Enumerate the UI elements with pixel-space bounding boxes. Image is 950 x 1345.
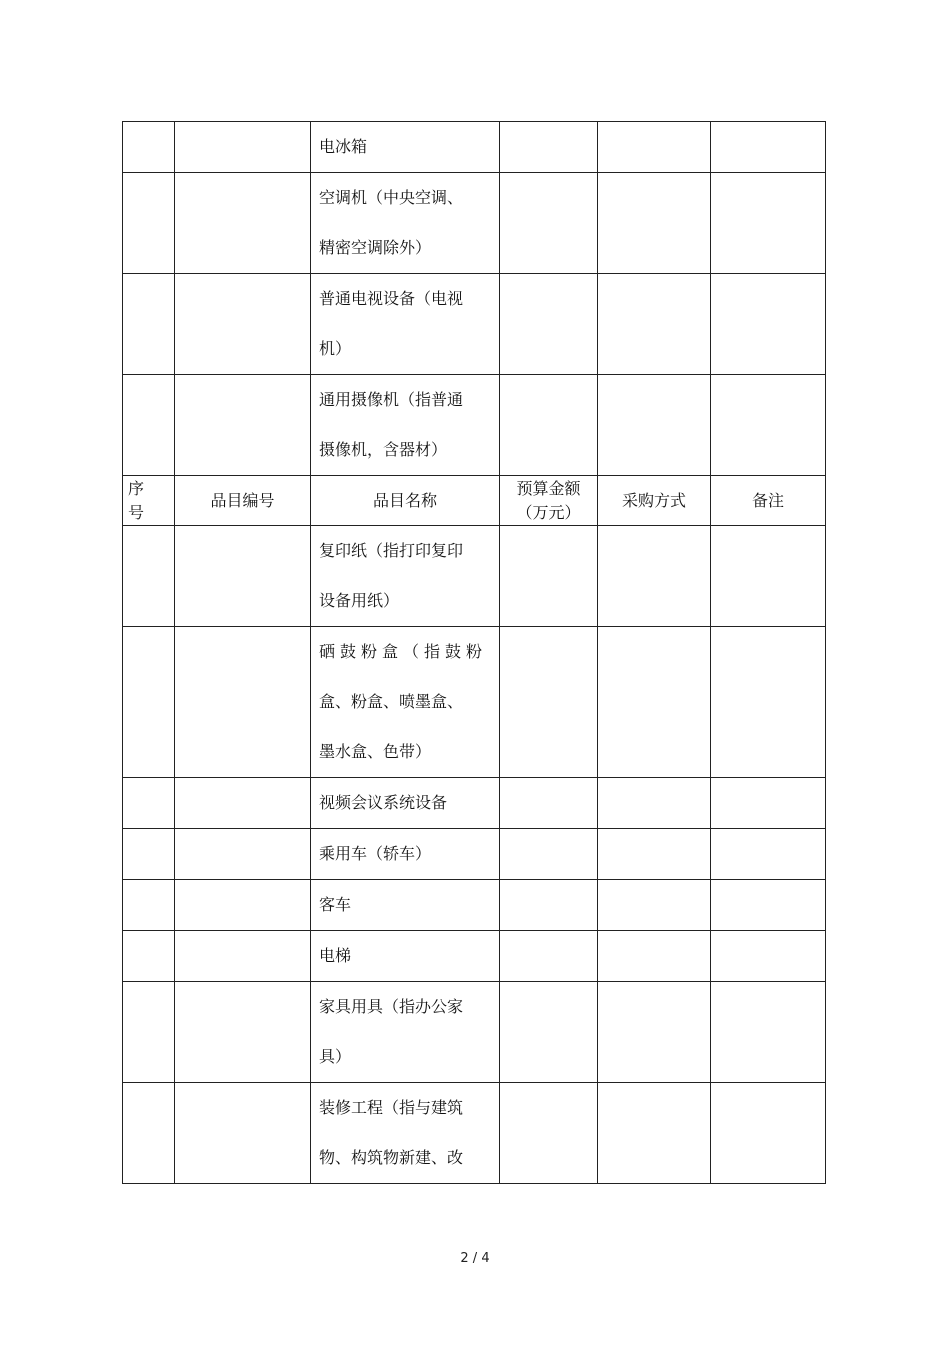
item-name-line: 普通电视设备（电视: [319, 289, 464, 308]
seq-cell: [123, 627, 175, 778]
budget-cell: [500, 627, 598, 778]
item-name-line: 具）: [319, 1047, 352, 1066]
table-row: [123, 274, 826, 375]
seq-cell: [123, 1083, 175, 1184]
method-cell: [598, 122, 711, 173]
table-row: [123, 829, 826, 880]
page-indicator: 2 / 4: [460, 1251, 490, 1266]
seq-cell: [123, 931, 175, 982]
code-cell: [175, 778, 311, 829]
note-cell: [711, 627, 826, 778]
item-name-cell: [311, 931, 500, 982]
item-name-line: 视频会议系统设备: [319, 793, 448, 812]
item-name-line: 复印纸（指打印复印: [319, 541, 464, 560]
table-row: [123, 627, 826, 778]
header-method: 采购方式: [598, 476, 711, 526]
seq-cell: [123, 778, 175, 829]
method-cell: [598, 778, 711, 829]
code-cell: [175, 931, 311, 982]
item-name-cell: [311, 627, 500, 778]
table-row: [123, 173, 826, 274]
item-name-line: 家具用具（指办公家: [319, 997, 464, 1016]
budget-cell: [500, 880, 598, 931]
budget-cell: [500, 375, 598, 476]
table-row: [123, 982, 826, 1083]
seq-cell: [123, 173, 175, 274]
item-name-line: 硒鼓粉盒（指鼓粉: [319, 642, 488, 661]
note-cell: [711, 1083, 826, 1184]
item-name-line: 通用摄像机（指普通: [319, 390, 464, 409]
item-name-cell: [311, 829, 500, 880]
item-name-line: 物、构筑物新建、改: [319, 1148, 464, 1167]
header-name: 品目名称: [311, 476, 500, 526]
item-name-line: 电梯: [319, 946, 352, 965]
item-name-cell: [311, 173, 500, 274]
note-cell: [711, 931, 826, 982]
seq-cell: [123, 375, 175, 476]
table-row: [123, 375, 826, 476]
procurement-table: [122, 121, 825, 1184]
item-name-cell: [311, 778, 500, 829]
method-cell: [598, 982, 711, 1083]
code-cell: [175, 526, 311, 627]
method-cell: [598, 274, 711, 375]
budget-cell: [500, 931, 598, 982]
item-name-cell: [311, 122, 500, 173]
table-row: [123, 931, 826, 982]
table-row: [123, 122, 826, 173]
code-cell: [175, 829, 311, 880]
note-cell: [711, 173, 826, 274]
budget-cell: [500, 274, 598, 375]
code-cell: [175, 982, 311, 1083]
item-name-cell: [311, 1083, 500, 1184]
item-name-cell: [311, 526, 500, 627]
seq-cell: [123, 829, 175, 880]
method-cell: [598, 173, 711, 274]
item-name-line: 盒、粉盒、喷墨盒、: [319, 692, 464, 711]
note-cell: [711, 778, 826, 829]
item-name-line: 客车: [319, 895, 352, 914]
seq-cell: [123, 982, 175, 1083]
item-name-line: 精密空调除外）: [319, 238, 432, 257]
item-name-cell: [311, 982, 500, 1083]
budget-cell: [500, 829, 598, 880]
code-cell: [175, 880, 311, 931]
item-name-line: 摄像机，含器材）: [319, 440, 448, 459]
item-name-line: 墨水盒、色带）: [319, 742, 432, 761]
table-row: [123, 880, 826, 931]
seq-cell: [123, 274, 175, 375]
note-cell: [711, 526, 826, 627]
header-code: 品目编号: [175, 476, 311, 526]
item-name-line: 机）: [319, 339, 352, 358]
seq-cell: [123, 880, 175, 931]
header-budget-line2: （万元）: [516, 502, 581, 522]
method-cell: [598, 526, 711, 627]
note-cell: [711, 375, 826, 476]
budget-cell: [500, 982, 598, 1083]
code-cell: [175, 375, 311, 476]
header-seq: 序号: [123, 476, 175, 526]
item-name-line: 乘用车（轿车）: [319, 844, 432, 863]
method-cell: [598, 375, 711, 476]
note-cell: [711, 829, 826, 880]
code-cell: [175, 627, 311, 778]
table-row: [123, 1083, 826, 1184]
budget-cell: [500, 173, 598, 274]
header-budget: [500, 476, 598, 526]
method-cell: [598, 1083, 711, 1184]
note-cell: [711, 274, 826, 375]
budget-cell: [500, 1083, 598, 1184]
note-cell: [711, 122, 826, 173]
header-note: 备注: [711, 476, 826, 526]
item-name-cell: [311, 274, 500, 375]
item-name-line: 空调机（中央空调、: [319, 188, 464, 207]
code-cell: [175, 1083, 311, 1184]
seq-cell: [123, 122, 175, 173]
item-name-line: 设备用纸）: [319, 591, 400, 610]
table-row: [123, 526, 826, 627]
note-cell: [711, 982, 826, 1083]
code-cell: [175, 122, 311, 173]
item-name-line: 电冰箱: [319, 137, 368, 156]
method-cell: [598, 880, 711, 931]
item-name-cell: [311, 880, 500, 931]
code-cell: [175, 274, 311, 375]
seq-cell: [123, 526, 175, 627]
method-cell: [598, 627, 711, 778]
header-budget-line1: 预算金额: [516, 478, 581, 498]
table-header-row: [123, 476, 826, 526]
budget-cell: [500, 778, 598, 829]
budget-cell: [500, 526, 598, 627]
code-cell: [175, 173, 311, 274]
note-cell: [711, 880, 826, 931]
table-row: [123, 778, 826, 829]
method-cell: [598, 931, 711, 982]
budget-cell: [500, 122, 598, 173]
method-cell: [598, 829, 711, 880]
item-name-cell: [311, 375, 500, 476]
item-name-line: 装修工程（指与建筑: [319, 1098, 464, 1117]
